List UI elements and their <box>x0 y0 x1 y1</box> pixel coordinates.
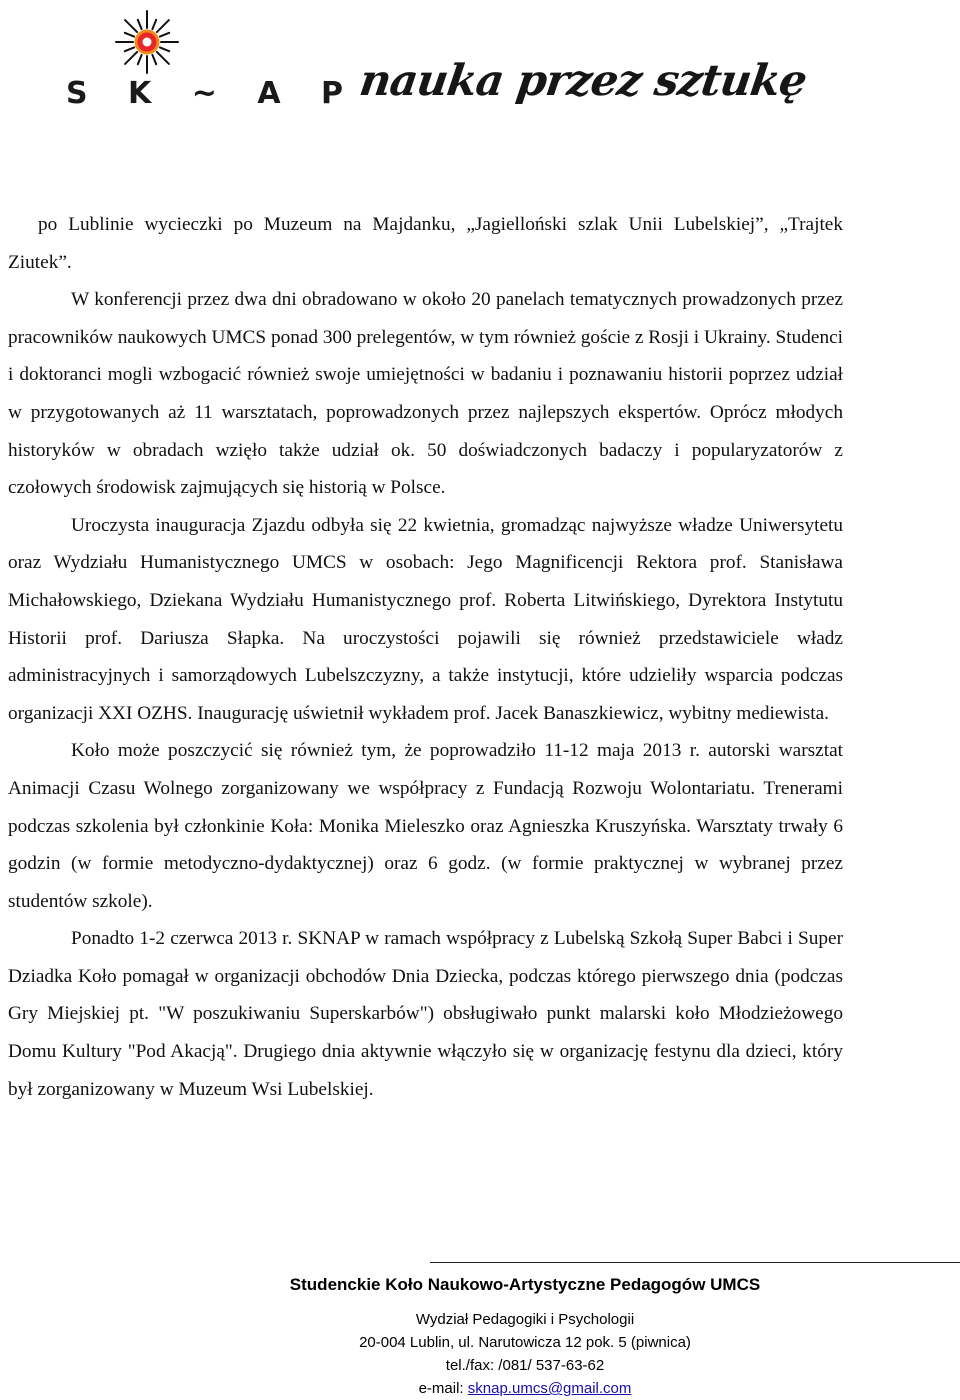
sun-ray <box>138 20 142 29</box>
footer-address: 20-004 Lublin, ul. Narutowicza 12 pok. 5 (piwnica) <box>359 1334 691 1351</box>
sun-ray <box>160 47 169 51</box>
page-footer <box>140 1272 910 1400</box>
article-body <box>8 206 843 1108</box>
sun-ray <box>157 52 169 64</box>
footer-phone: tel./fax: /081/ 537-63-62 <box>445 1357 605 1374</box>
footer-email-label: e-mail: <box>418 1380 468 1397</box>
paragraph: Uroczysta inauguracja Zjazdu odbyła się 22 kwietnia, gromadząc najwyższe władze Uniwersytetu oraz Wydziału Humanistycznego UMCS w osobach: Jego Magnificencji Rektora prof. Stanisława Michałowskiego, Dziekana Wydziału Humanistycznego prof. Roberta Litwińskiego, Dyrektora Instytutu Historii prof. Dariusza Słapka. Na uroczystości pojawili się również przedstawiciele władz administracyjnych i samorządowych Lubelszczyzny, a także instytucji, które udzieliły wsparcia podczas organizacji XXI OZHS. Inaugurację uświetnił wykładem prof. Jacek Banaszkiewicz, wybitny mediewista. <box>8 514 843 724</box>
sun-ray <box>138 55 142 64</box>
sun-logo-icon <box>95 8 179 78</box>
footer-divider <box>430 1262 960 1263</box>
page-header <box>0 0 960 150</box>
email-link[interactable]: sknap.umcs@gmail.com <box>467 1380 632 1397</box>
sun-ray <box>152 55 156 64</box>
paragraph: po Lublinie wycieczki po Muzeum na Majdanku, „Jagielloński szlak Unii Lubelskiej”, „Trajtek Ziutek”. <box>8 214 843 273</box>
sun-ray <box>152 20 156 29</box>
paragraph: Ponadto 1-2 czerwca 2013 r. SKNAP w ramach współpracy z Lubelską Szkołą Super Babci i Super Dziadka Koło pomagał w organizacji obchodów Dnia Dziecka, podczas którego pierwszego dnia (podczas Gry Miejskiej pt. "W poszukiwaniu Superskarbów") obsługiwało punkt malarski koło Młodzieżowego Domu Kultury "Pod Akacją". Drugiego dnia aktywnie włączyło się w organizację festynu dla dzieci, który był zorganizowany w Muzeum Wsi Lubelskiej. <box>8 928 843 1100</box>
tagline: nauka przez sztukę <box>356 56 810 106</box>
footer-faculty: Wydział Pedagogiki i Psychologii <box>415 1311 635 1328</box>
sun-ray <box>125 47 134 51</box>
sun-ray <box>125 33 134 37</box>
sun-ray <box>160 33 169 37</box>
logo-wordmark: S K ~ A P <box>66 76 358 111</box>
sun-ray <box>125 52 137 64</box>
paragraph: Koło może poszczycić się również tym, że poprowadziło 11-12 maja 2013 r. autorski warsztat Animacji Czasu Wolnego zorganizowany we współpracy z Fundacją Rozwoju Wolontariatu. Trenerami podczas szkolenia był członkinie Koła: Monika Mieleszko oraz Agnieszka Kruszyńska. Warsztaty trwały 6 godzin (w formie metodyczno-dydaktycznej) oraz 6 godz. (w formie praktycznej w wybranej przez studentów szkole). <box>8 740 843 912</box>
paragraph: W konferencji przez dwa dni obradowano w około 20 panelach tematycznych prowadzonych przez pracowników naukowych UMCS ponad 300 prelegentów, w tym również goście z Rosji i Ukrainy. Studenci i doktoranci mogli wzbogacić również swoje umiejętności w badaniu i poznawaniu historii poprzez udział w przygotowanych aż 11 warsztatach, poprowadzonych przez najlepszych ekspertów. Oprócz młodych historyków w obradach wzięło także udział ok. 50 doświadczonych badaczy i popularyzatorów z czołowych środowisk zajmujących się historią w Polsce. <box>8 289 844 499</box>
sun-ray <box>125 20 137 32</box>
footer-org-name: Studenckie Koło Naukowo-Artystyczne Pedagogów UMCS <box>289 1275 761 1294</box>
sun-ray <box>157 20 169 32</box>
footer-email-line <box>140 1377 910 1400</box>
